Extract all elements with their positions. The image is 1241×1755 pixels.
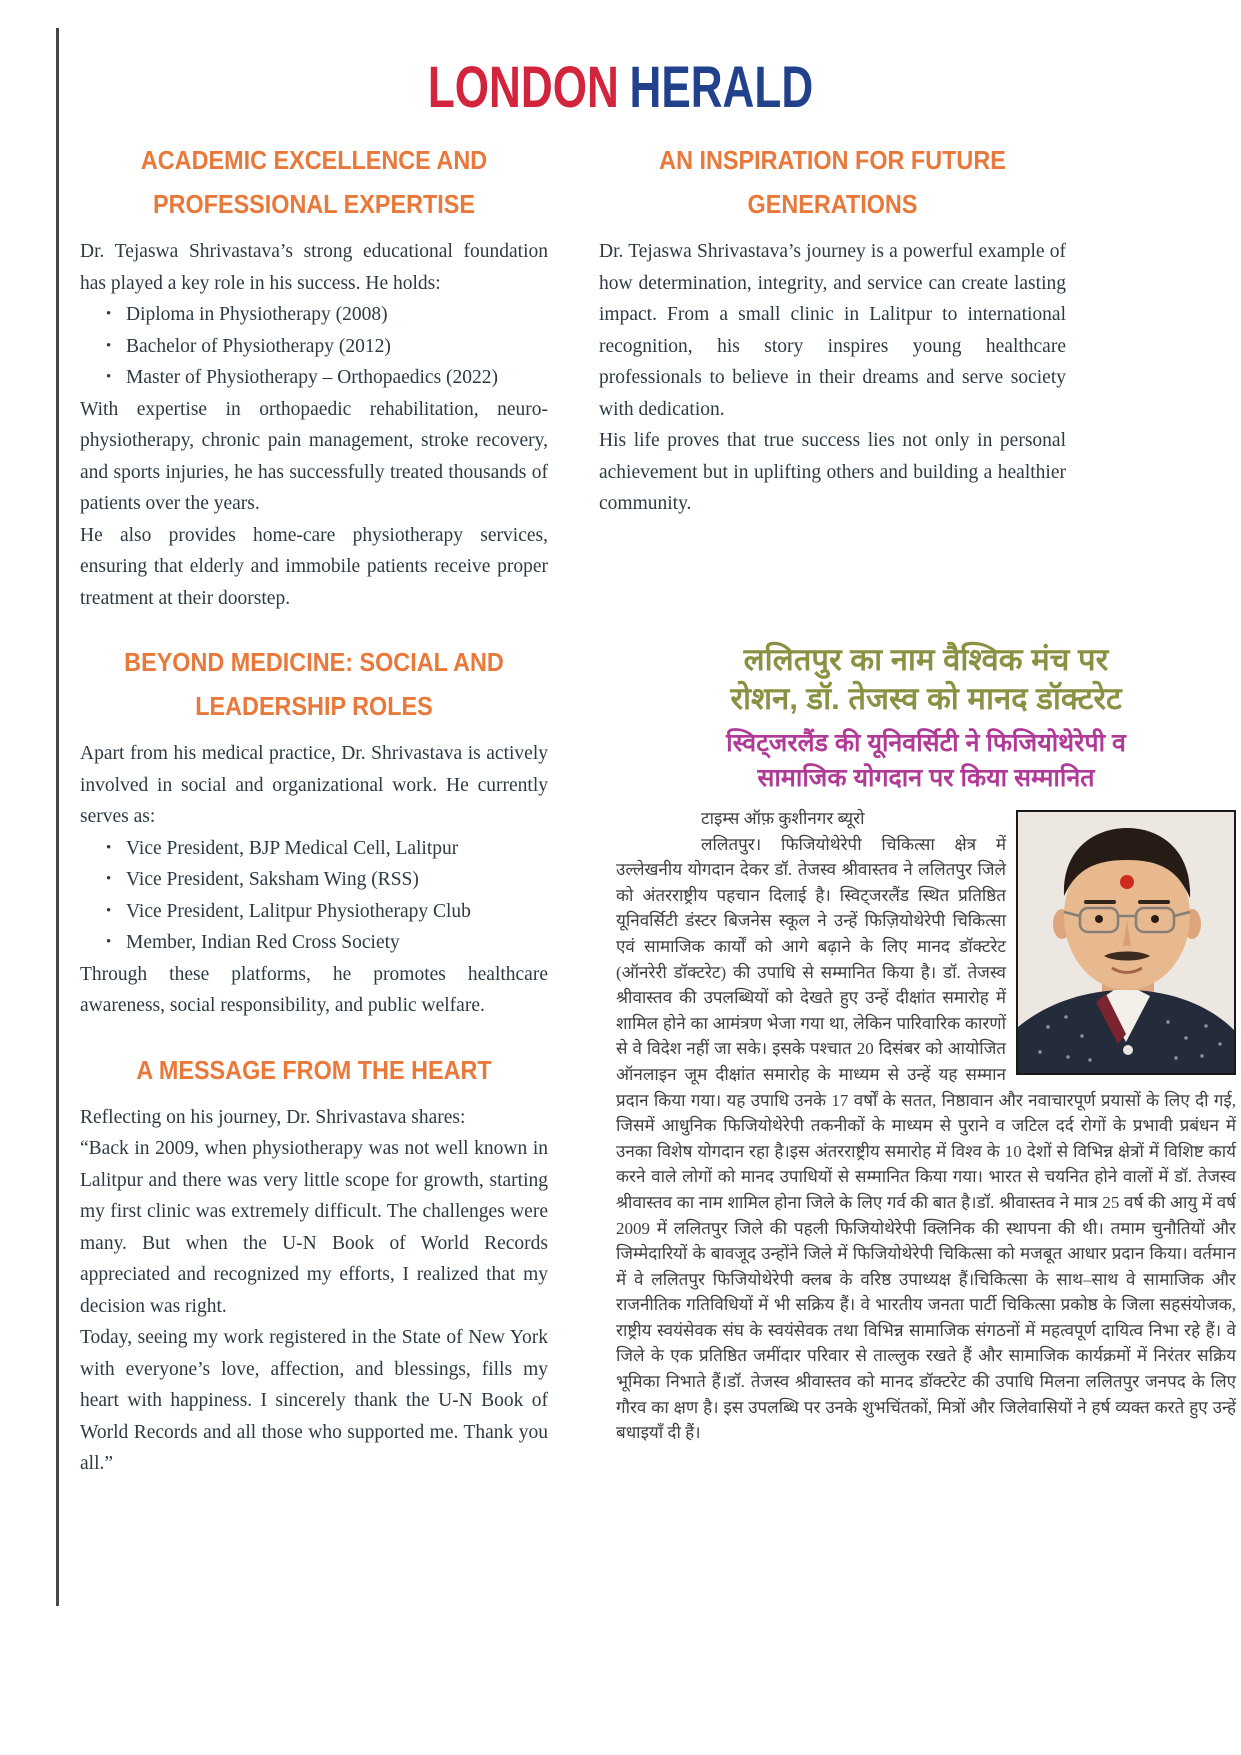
heading-line: BEYOND MEDICINE: SOCIAL AND (124, 647, 504, 677)
heading-line: ACADEMIC EXCELLENCE AND (140, 145, 488, 175)
paragraph: Dr. Tejaswa Shrivastava’s strong educational foundation has played a key role in his success. He holds: (80, 241, 548, 294)
clipping-headline-line1: ललितपुर का नाम वैश्विक मंच पर (743, 642, 1109, 677)
list-item: • Vice President, BJP Medical Cell, Lalitpur (106, 833, 548, 865)
heading-line: PROFESSIONAL EXPERTISE (152, 189, 476, 219)
newspaper-clipping (616, 640, 1236, 1446)
clipping-subheadline-line1: स्विट्जरलैंड की यूनिवर्सिटी ने फिजियोथेरेपी व (726, 729, 1126, 757)
portrait-eye (1095, 915, 1103, 923)
portrait-illustration (1018, 812, 1234, 1073)
portrait-eyebrow (1138, 900, 1170, 904)
heading-message-from-heart (103, 1048, 524, 1092)
list-item: • Diploma in Physiotherapy (2008) (106, 299, 548, 331)
clipping-subheadline (616, 726, 1236, 796)
heading-line: A MESSAGE FROM THE HEART (136, 1054, 492, 1085)
clipping-article-text: ललितपुर। फिजियोथेरेपी चिकित्सा क्षेत्र में उल्लेखनीय योगदान देकर डॉ. तेजस्व श्रीवास्तव ने ललितपुर जिले को अंतरराष्ट्रीय पहचान दिलाई है। स्विट्जरलैंड स्थित प्रतिष्ठित यूनिवर्सिटी डंस्टर बिजनेस स्कूल ने उन्हें फिज़ियोथेरेपी चिकित्सा एवं सामाजिक कार्यों को आगे बढ़ाने के लिए मानद डॉक्टरेट (ऑनरेरी डॉक्टरेट) की उपाधि से सम्मानित किया है। डॉ. तेजस्व श्रीवास्तव की उपलब्धियों को देखते हुए उन्हें दीक्षांत समारोह में शामिल होने का आमंत्रण भेजा गया था, लेकिन पारिवारिक कारणों से वे विदेश नहीं जा सके। इसके पश्चात 20 दिसंबर को आयोजित ऑनलाइन जूम दीक्षांत समारोह के माध्यम से उन्हें यह सम्मान प्रदान किया गया। यह उपाधि उनके 17 वर्षों के सतत, निष्ठावान और नवाचारपूर्ण प्रयासों के लिए दी गई, जिसमें आधुनिक फिजियोथेरेपी तकनीकों के माध्यम से पुराने व जटिल दर्द रोगों के प्रभावी प्रबंधन में उनका विशेष योगदान रहा है।इस अंतरराष्ट्रीय समारोह में विश्व के 10 देशों से विभिन्न क्षेत्रों में विशिष्ट कार्य करने वाले लोगों को मानद उपाधियों से सम्मानित किया गया। भारत से चयनित होने वालों में डॉ. तेजस्व श्रीवास्तव का नाम शामिल होना जिले के लिए गर्व की बात है।डॉ. श्रीवास्तव ने मात्र 25 वर्ष की आयु में वर्ष 2009 में ललितपुर जिले की पहली फिजियोथेरेपी क्लिनिक की स्थापना की थी। तमाम चुनौतियों और जिम्मेदारियों के बावजूद उन्होंने जिले में फिजियोथेरेपी चिकित्सा को मजबूत आधार प्रदान किया। वर्तमान में वे ललितपुर फिजियोथेरेपी क्लब के वरिष्ठ उपाध्यक्ष हैं।चिकित्सा के साथ–साथ वे सामाजिक और राजनीतिक गतिविधियों में भी सक्रिय हैं। वे भारतीय जनता पार्टी चिकित्सा प्रकोष्ठ के जिला सहसंयोजक, राष्ट्रीय स्वयंसेवक संघ के स्वयंसेवक तथा विभिन्न सामाजिक संगठनों में महत्वपूर्ण दायित्व निभा रहे हैं। वे जिले के एक प्रतिष्ठित जमींदार परिवार से ताल्लुक रखते हैं और सामाजिक कार्यक्रमों में निरंतर सक्रिय भूमिका निभाते हैं।डॉ. तेजस्व श्रीवास्तव को मानद डॉक्टरेट की उपाधि मिलना ललितपुर जनपद के लिए गौरव का क्षण है। इस उपलब्धि पर उनके शुभचिंतकों, मित्रों और जिलेवासियों ने हर्ष व्यक्त करते हुए उन्हें बधाइयाँ दी हैं। (616, 834, 1236, 1443)
clipping-headline (616, 640, 1236, 718)
paragraph: Through these platforms, he promotes healthcare awareness, social responsibility, and public welfare. (80, 963, 548, 1016)
heading-line: GENERATIONS (747, 189, 918, 219)
list-item: • Master of Physiotherapy – Orthopaedics (2022) (106, 362, 548, 394)
list-item: • Member, Indian Red Cross Society (106, 927, 548, 959)
portrait-tilak (1120, 875, 1134, 889)
roles-list (80, 833, 548, 959)
heading-inspiration (622, 138, 1042, 226)
paragraph: With expertise in orthopaedic rehabilitation, neuro-physiotherapy, chronic pain management, stroke recovery, and sports injuries, he has successfully treated thousands of patients over the years. (80, 398, 548, 514)
clipping-photo (1016, 810, 1236, 1075)
masthead (149, 52, 1092, 124)
paragraph: Apart from his medical practice, Dr. Shrivastava is actively involved in social and organizational work. He currently serves as: (80, 743, 548, 827)
portrait-button (1123, 1045, 1133, 1055)
paragraph: Reflecting on his journey, Dr. Shrivastava shares: (80, 1106, 466, 1128)
portrait-eyebrow (1084, 900, 1116, 904)
clipping-headline-line2: रोशन, डॉ. तेजस्व को मानद डॉक्टरेट (730, 681, 1122, 716)
clipping-byline: टाइम्स ऑफ़ कुशीनगर ब्यूरो (701, 809, 865, 828)
list-item: • Vice President, Saksham Wing (RSS) (106, 864, 548, 896)
right-column (599, 138, 1066, 520)
masthead-herald: HERALD (629, 55, 814, 120)
paragraph: He also provides home-care physiotherapy services, ensuring that elderly and immobile patients receive proper treatment at their doorstep. (80, 524, 548, 609)
heading-academic-excellence (103, 138, 524, 226)
paragraph: “Back in 2009, when physiotherapy was not well known in Lalitpur and there was very little scope for growth, starting my first clinic was extremely difficult. The challenges were many. But when the U-N Book of World Records appreciated and recognized my efforts, I realized that my decision was right. (80, 1138, 548, 1317)
paragraph: Today, seeing my work registered in the State of New York with everyone’s love, affection, and blessings, fills my heart with happiness. I sincerely thank the U-N Book of World Records and all those who supported me. Thank you all.” (80, 1327, 548, 1474)
clipping-body (616, 806, 1236, 1446)
paragraph: His life proves that true success lies not only in personal achievement but in uplifting others and building a healthier community. (599, 430, 1066, 514)
list-item: • Vice President, Lalitpur Physiotherapy Club (106, 896, 548, 928)
page-left-rule (56, 28, 59, 1606)
heading-line: AN INSPIRATION FOR FUTURE (659, 145, 1006, 175)
list-item: • Bachelor of Physiotherapy (2012) (106, 331, 548, 363)
left-column (80, 138, 548, 1480)
heading-line: LEADERSHIP ROLES (195, 691, 433, 721)
masthead-london: LONDON (427, 55, 619, 120)
clipping-subheadline-line2: सामाजिक योगदान पर किया सम्मानित (757, 764, 1095, 792)
qualification-list (80, 299, 548, 394)
heading-beyond-medicine (103, 640, 524, 728)
portrait-eye (1151, 915, 1159, 923)
paragraph: Dr. Tejaswa Shrivastava’s journey is a powerful example of how determination, integrity, and service can create lasting impact. From a small clinic in Lalitpur to international recognition, his story inspires young healthcare professionals to believe in their dreams and serve society with dedication. (599, 241, 1066, 420)
